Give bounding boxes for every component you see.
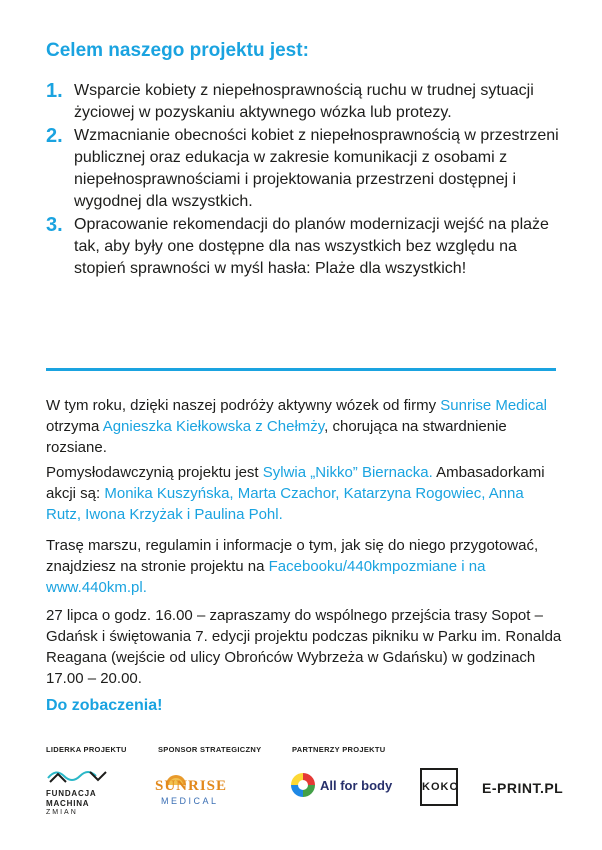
goal-text: Opracowanie rekomendacji do planów modernizacji wejść na plaże tak, aby były one dostępne dla nas wszystkich bez względu na stopień sprawności w myśl hasła: Plaże dla wszystkich! [74, 216, 549, 277]
eprint-logo: E-PRINT.PL [482, 780, 564, 796]
divider [46, 368, 556, 371]
goals-list [46, 80, 566, 281]
closing-text: Do zobaczenia! [46, 697, 163, 714]
paragraph-wheelchair [46, 395, 562, 458]
fm-line3: ZMIAN [46, 809, 78, 816]
wave-icon [46, 766, 116, 784]
leader-label: LIDERKA PROJEKTU [46, 745, 127, 754]
goal-item-1 [46, 80, 566, 124]
koko-word: KOKO [422, 781, 459, 793]
koko-logo [420, 768, 458, 806]
afb-circle-icon [290, 772, 316, 798]
goal-item-3 [46, 214, 566, 280]
fm-line1: FUNDACJA [46, 789, 97, 798]
sunrise-medical-logo [155, 772, 275, 812]
text: Pomysłodawczynią projektu jest [46, 464, 263, 481]
paragraph-route [46, 535, 562, 598]
sponsor-name: Sunrise Medical [440, 397, 548, 414]
goal-text: Wsparcie kobiety z niepełnosprawnością ruchu w trudnej sytuacji życiowej w pozyskaniu aktywnego wózka lub protezy. [74, 82, 534, 121]
text: , chorująca na stwardnienie rozsiane. [46, 418, 507, 456]
sunrise-word: SUNRISE [155, 778, 228, 794]
text: Ambasadorkami akcji są: [46, 464, 545, 502]
text: Trasę marszu, regulamin i informacje o tym, jak się do niego przygotować, znajdziesz na stronie projektu na [46, 537, 539, 575]
paragraph-founders [46, 462, 562, 525]
text: W tym roku, dzięki naszej podróży aktywny wózek od firmy [46, 397, 441, 414]
partners-label: PARTNERZY PROJEKTU [292, 745, 386, 754]
sponsor-label: SPONSOR STRATEGICZNY [158, 745, 262, 754]
goals-heading: Celem naszego projektu jest: [46, 40, 309, 61]
paragraph-event: 27 lipca o godz. 16.00 – zapraszamy do wspólnego przejścia trasy Sopot – Gdańsk i świętowania 7. edycji projektu podczas pikniku w Parku im. Ronalda Reagana (wejście od ulicy Obrońców Wybrzeża w Gdańsku) w godzinach 17.00 – 20.00. [46, 607, 562, 687]
project-links[interactable]: Facebooku/440kmpozmiane i na www.440km.pl. [46, 558, 486, 596]
all-for-body-logo [290, 772, 400, 806]
afb-word: All for body [320, 778, 393, 793]
goal-number: 2. [46, 125, 63, 147]
goal-number: 1. [46, 80, 63, 102]
medical-word: MEDICAL [161, 796, 219, 806]
goal-text: Wzmacnianie obecności kobiet z niepełnosprawnością w przestrzeni publicznej oraz edukacja w zakresie komunikacji z osobami z niepełnosprawnościami i projektowania przestrzeni dostępnej i wygodnej dla wszystkich. [74, 127, 559, 210]
goal-item-2 [46, 125, 566, 213]
fm-line2: MACHINA [46, 799, 90, 808]
fundacja-machina-zmian-logo [46, 766, 136, 826]
text: otrzyma [46, 418, 103, 435]
founder-name: Sylwia „Nikko” Biernacka. [262, 464, 433, 481]
ambassadors-names: Monika Kuszyńska, Marta Czachor, Katarzyna Rogowiec, Anna Rutz, Iwona Krzyżak i Paulina Pohl. [46, 485, 524, 523]
goal-number: 3. [46, 214, 63, 236]
recipient-name: Agnieszka Kiełkowska z Chełmży [102, 418, 325, 435]
